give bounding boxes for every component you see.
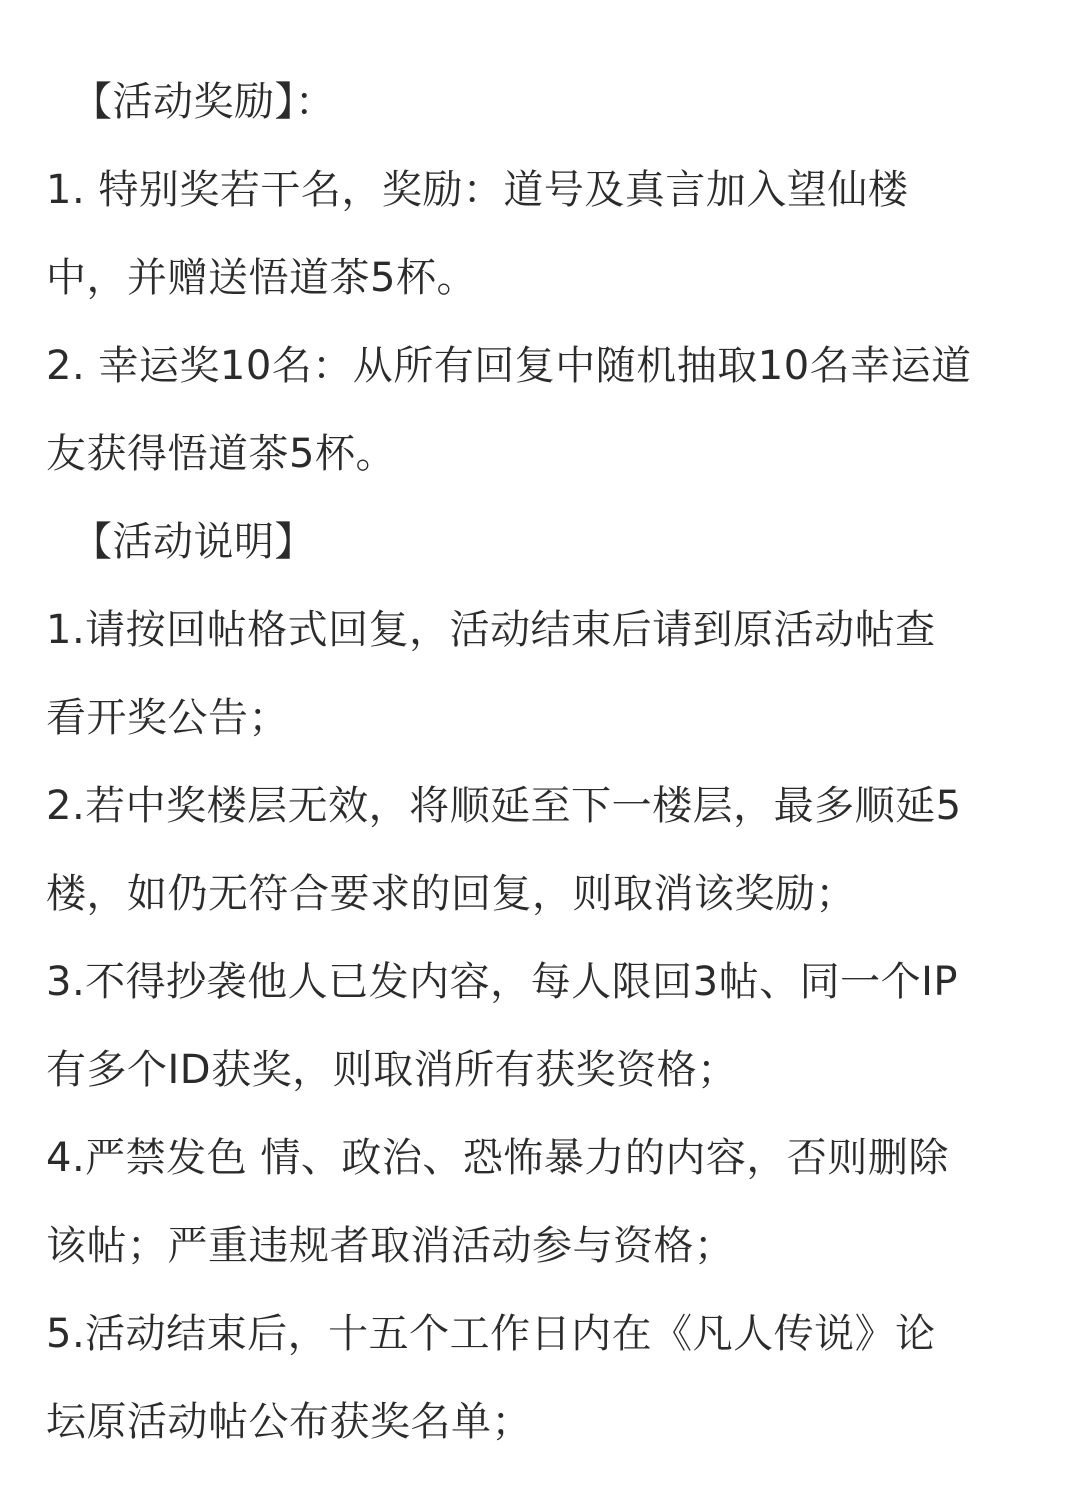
rule-item-4-line-1: 4.严禁发色 情、政治、恐怖暴力的内容，否则删除 bbox=[46, 1135, 949, 1181]
reward-item-2-line-1: 2. 幸运奖10名：从所有回复中随机抽取10名幸运道 bbox=[46, 343, 972, 389]
rule-item-4-line-2: 该帖；严重违规者取消活动参与资格； bbox=[46, 1223, 735, 1269]
rule-item-1-line-2: 看开奖公告； bbox=[46, 695, 289, 741]
rule-item-2-line-2: 楼，如仍无符合要求的回复，则取消该奖励； bbox=[46, 871, 856, 917]
section-heading-rewards: 【活动奖励】： bbox=[72, 79, 336, 125]
rule-item-1-line-1: 1.请按回帖格式回复，活动结束后请到原活动帖查 bbox=[46, 607, 936, 653]
rule-item-5-line-1: 5.活动结束后，十五个工作日内在《凡人传说》论 bbox=[46, 1311, 936, 1357]
section-heading-rules: 【活动说明】 bbox=[72, 519, 315, 565]
rule-item-5-line-2: 坛原活动帖公布获奖名单； bbox=[46, 1399, 532, 1445]
rule-item-3-line-1: 3.不得抄袭他人已发内容，每人限回3帖、同一个IP bbox=[46, 959, 959, 1005]
reward-item-1-line-1: 1. 特别奖若干名，奖励：道号及真言加入望仙楼 bbox=[46, 167, 909, 213]
reward-item-2-line-2: 友获得悟道茶5杯。 bbox=[46, 431, 396, 477]
rule-item-3-line-2: 有多个ID获奖，则取消所有获奖资格； bbox=[46, 1047, 738, 1093]
reward-item-1-line-2: 中，并赠送悟道茶5杯。 bbox=[46, 255, 477, 301]
rule-item-2-line-1: 2.若中奖楼层无效，将顺延至下一楼层，最多顺延5 bbox=[46, 783, 962, 829]
